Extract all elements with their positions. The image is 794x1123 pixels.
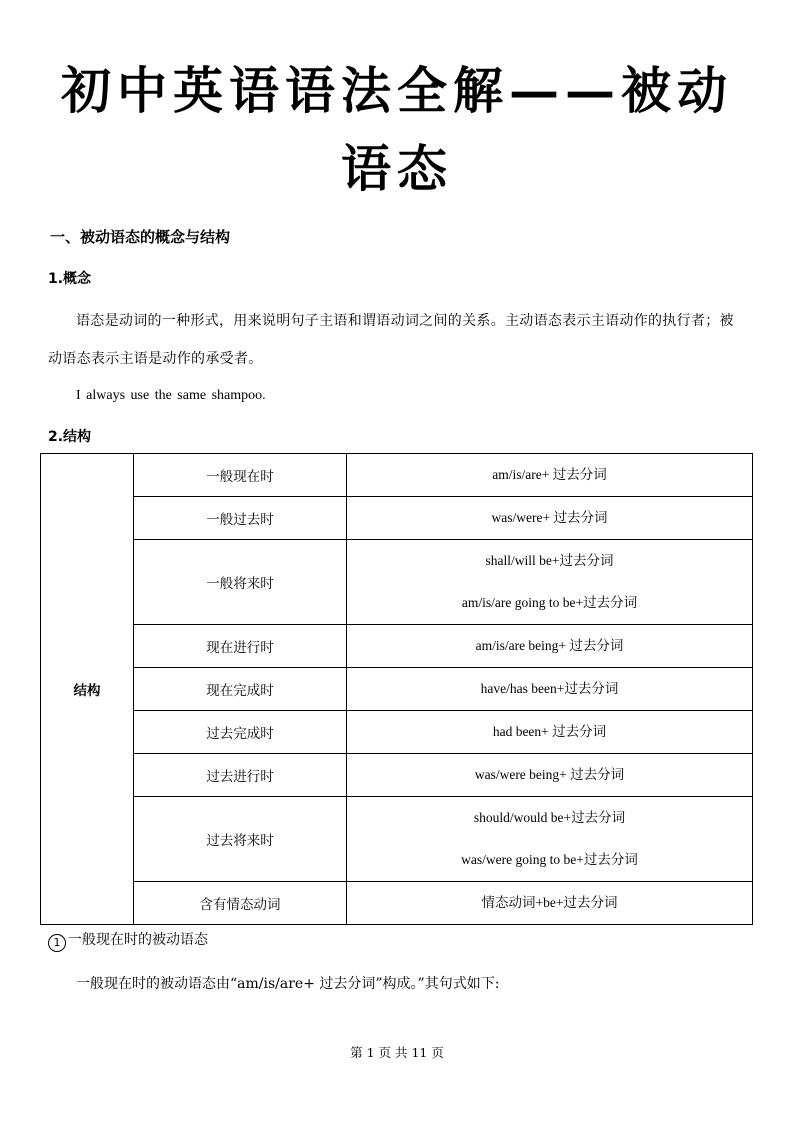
form-cell <box>347 711 753 754</box>
form-text: was/were+ 过去分词 <box>491 510 608 525</box>
tense-cell: 一般现在时 <box>134 454 347 497</box>
section-heading: 一、被动语态的概念与结构 <box>50 228 231 246</box>
structure-label: 结构 <box>41 454 134 925</box>
table-row <box>41 754 753 797</box>
title-line-1: 初中英语语法全解——被动 <box>61 61 733 120</box>
tense-cell: 一般将来时 <box>134 540 347 625</box>
page-footer: 第 1 页 共 11 页 <box>350 1045 444 1060</box>
form-cell <box>347 540 753 625</box>
circled-number: 1 <box>48 934 66 952</box>
form-cell <box>347 882 753 925</box>
document-title <box>40 52 754 208</box>
form-text: had been+ 过去分词 <box>492 724 607 739</box>
form-cell <box>347 625 753 668</box>
tense-cell: 过去进行时 <box>134 754 347 797</box>
form-text: should/would be+过去分词 <box>473 810 626 825</box>
form-text: am/is/are going to be+过去分词 <box>461 595 638 610</box>
tense-cell: 过去将来时 <box>134 797 347 882</box>
form-cell <box>347 497 753 540</box>
tense-cell: 含有情态动词 <box>134 882 347 925</box>
structure-table <box>40 453 753 925</box>
subsection-heading <box>48 929 208 952</box>
form-text: was/were being+ 过去分词 <box>474 767 625 782</box>
table-row <box>41 497 753 540</box>
tense-cell: 一般过去时 <box>134 497 347 540</box>
form-text: 情态动词+be+过去分词 <box>481 895 618 910</box>
table-row <box>41 625 753 668</box>
table-row <box>41 668 753 711</box>
table-row <box>41 454 753 497</box>
form-text: was/were going to be+过去分词 <box>461 852 638 867</box>
form-cell <box>347 797 753 882</box>
table-row <box>41 797 753 882</box>
subsection-paragraph: 一般现在时的被动语态由“am/is/are+ 过去分词”构成。”其句式如下: <box>76 976 500 992</box>
subsection-title: 一般现在时的被动语态 <box>68 932 208 948</box>
form-text: have/has been+过去分词 <box>480 681 619 696</box>
table-row <box>41 540 753 625</box>
form-text: am/is/are+ 过去分词 <box>492 467 607 482</box>
form-cell <box>347 668 753 711</box>
example-sentence: I always use the same shampoo. <box>76 388 266 403</box>
form-text: shall/will be+过去分词 <box>485 553 614 568</box>
form-cell <box>347 754 753 797</box>
tense-cell: 现在完成时 <box>134 668 347 711</box>
tense-cell: 现在进行时 <box>134 625 347 668</box>
table-row <box>41 882 753 925</box>
concept-paragraph: 语态是动词的一种形式，用来说明句子主语和谓语动词之间的关系。主动语态表示主语动作的执行者；被动语态表示主语是动作的承受者。 <box>48 313 734 367</box>
table-row <box>41 711 753 754</box>
form-text: am/is/are being+ 过去分词 <box>475 638 624 653</box>
concept-heading: 1.概念 <box>48 271 92 287</box>
form-cell <box>347 454 753 497</box>
tense-cell: 过去完成时 <box>134 711 347 754</box>
title-line-2: 语态 <box>341 139 453 198</box>
structure-heading: 2.结构 <box>48 429 92 445</box>
